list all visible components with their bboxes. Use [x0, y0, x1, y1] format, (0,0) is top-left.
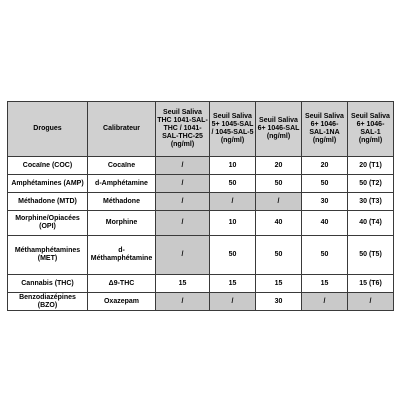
header-thc-cutoff: Seuil Saliva THC 1041-SAL-THC / 1041-SAL-THC-25 (ng/ml) [156, 102, 210, 157]
drug-cell: Morphine/Opiacées (OPI) [8, 211, 88, 236]
table-row [8, 236, 394, 275]
value-cell: 30 (T3) [348, 193, 394, 211]
value-cell: 50 [210, 236, 256, 275]
value-cell: 40 (T4) [348, 211, 394, 236]
drug-cell: Cocaïne (COC) [8, 157, 88, 175]
value-cell: 50 (T5) [348, 236, 394, 275]
table-row [8, 175, 394, 193]
header-drugs: Drogues [8, 102, 88, 157]
header-6plus-1-cutoff: Seuil Saliva 6+ 1046-SAL-1 (ng/ml) [348, 102, 394, 157]
table-row [8, 293, 394, 311]
value-cell: 50 (T2) [348, 175, 394, 193]
calibrator-cell: Méthadone [88, 193, 156, 211]
calibrator-cell: Δ9-THC [88, 275, 156, 293]
header-5plus-cutoff: Seuil Saliva 5+ 1045-SAL / 1045-SAL-5 (ng/ml) [210, 102, 256, 157]
value-cell: 40 [302, 211, 348, 236]
calibrator-cell: Cocaïne [88, 157, 156, 175]
value-cell: 20 (T1) [348, 157, 394, 175]
calibrator-cell: d-Amphétamine [88, 175, 156, 193]
value-cell: 30 [302, 193, 348, 211]
drug-cell: Benzodiazépines (BZO) [8, 293, 88, 311]
cutoff-table [7, 101, 394, 311]
table-row [8, 211, 394, 236]
drug-cell: Méthadone (MTD) [8, 193, 88, 211]
value-cell: 10 [210, 157, 256, 175]
header-calibrator: Calibrateur [88, 102, 156, 157]
value-cell: 50 [210, 175, 256, 193]
value-cell: / [156, 175, 210, 193]
value-cell: / [156, 211, 210, 236]
drug-cell: Amphétamines (AMP) [8, 175, 88, 193]
value-cell: / [302, 293, 348, 311]
value-cell: / [156, 157, 210, 175]
header-row [8, 102, 394, 157]
table-row [8, 275, 394, 293]
value-cell: / [156, 193, 210, 211]
calibrator-cell: Oxazepam [88, 293, 156, 311]
value-cell: 50 [256, 175, 302, 193]
value-cell: 50 [302, 236, 348, 275]
value-cell: / [156, 293, 210, 311]
table-row [8, 193, 394, 211]
header-6plus-1na-cutoff: Seuil Saliva 6+ 1046-SAL-1NA (ng/ml) [302, 102, 348, 157]
value-cell: / [156, 236, 210, 275]
value-cell: 20 [256, 157, 302, 175]
calibrator-cell: d-Méthamphétamine [88, 236, 156, 275]
value-cell: / [256, 193, 302, 211]
drug-cell: Méthamphétamines (MET) [8, 236, 88, 275]
value-cell: 30 [256, 293, 302, 311]
value-cell: / [348, 293, 394, 311]
value-cell: 15 (T6) [348, 275, 394, 293]
value-cell: / [210, 293, 256, 311]
value-cell: / [210, 193, 256, 211]
value-cell: 15 [210, 275, 256, 293]
value-cell: 50 [256, 236, 302, 275]
value-cell: 50 [302, 175, 348, 193]
value-cell: 15 [302, 275, 348, 293]
cutoff-table-container [7, 101, 393, 311]
drug-cell: Cannabis (THC) [8, 275, 88, 293]
value-cell: 20 [302, 157, 348, 175]
value-cell: 15 [256, 275, 302, 293]
value-cell: 15 [156, 275, 210, 293]
value-cell: 10 [210, 211, 256, 236]
calibrator-cell: Morphine [88, 211, 156, 236]
table-row [8, 157, 394, 175]
header-6plus-cutoff: Seuil Saliva 6+ 1046-SAL (ng/ml) [256, 102, 302, 157]
value-cell: 40 [256, 211, 302, 236]
